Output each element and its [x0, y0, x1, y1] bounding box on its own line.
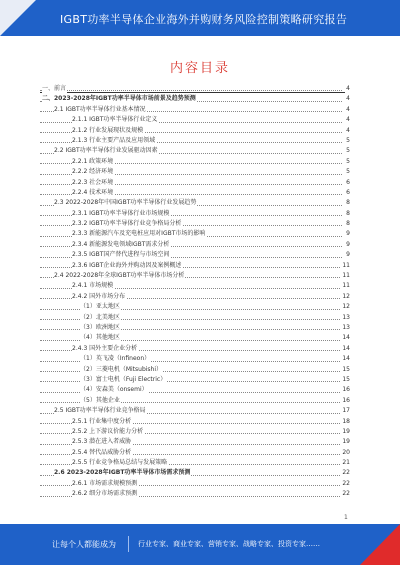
- toc-entry[interactable]: [40, 281, 350, 291]
- toc-entry-page: 5: [345, 146, 350, 156]
- toc-entry-page: 13: [341, 323, 350, 333]
- toc-entry[interactable]: [40, 240, 350, 250]
- footer-banner: [0, 524, 400, 565]
- toc-entry-text: （2）北美地区: [80, 313, 121, 323]
- toc-entry-text: 2.2.3 社会环境: [72, 178, 114, 188]
- toc-entry-text: （3）富士电机（Fuji Electric）: [80, 375, 167, 385]
- toc-entry-text: （1）亚太地区: [80, 302, 121, 312]
- toc-entry-page: 5: [345, 136, 350, 146]
- toc-entry-text: 2.3 2022-2028年中国IGBT功率半导体行业发展趋势: [54, 198, 197, 208]
- toc-entry-text: 2.1 IGBT功率半导体行业基本情况: [54, 105, 147, 115]
- toc-entry-text: 2.3.6 IGBT企业海外并购动因及案例概述: [72, 261, 182, 271]
- toc-entry-page: 19: [341, 437, 350, 447]
- toc-entry-page: 8: [345, 219, 350, 229]
- toc-entry-page: 11: [341, 271, 350, 281]
- toc-entry-text: （4）安森美（onsemi）: [80, 385, 149, 395]
- toc-entry-text: 2.5.2 上下游议价能力分析: [72, 427, 144, 437]
- toc-entry-page: 22: [341, 468, 350, 478]
- footer-tagline: 行业专家、商业专家、营销专家、战略专家、投资专家……: [138, 540, 320, 548]
- toc-entry[interactable]: [40, 417, 350, 427]
- footer-divider: [128, 536, 129, 552]
- toc-entry[interactable]: [40, 292, 350, 302]
- toc-entry-page: 17: [341, 406, 350, 416]
- toc-entry[interactable]: [40, 313, 350, 323]
- toc-entry[interactable]: [40, 396, 350, 406]
- toc-entry-page: 11: [341, 261, 350, 271]
- toc-entry-text: （3）欧洲地区: [80, 323, 121, 333]
- toc-entry-page: 15: [341, 365, 350, 375]
- toc-entry-text: 2.1.3 行业主要产品及应用领域: [72, 136, 156, 146]
- toc-entry-page: 4: [345, 84, 350, 94]
- footer-red-accent: [360, 524, 400, 565]
- toc-entry-page: 14: [341, 344, 350, 354]
- toc-entry-page: 6: [345, 188, 350, 198]
- toc-entry[interactable]: [40, 146, 350, 156]
- toc-entry-text: 2.5.5 行业竞争格局总结与发展策略: [72, 458, 168, 468]
- toc-entry-text: 2.3.5 IGBT国产替代进程与市场空间: [72, 250, 170, 260]
- toc-entry-page: 5: [345, 157, 350, 167]
- toc-entry-page: 19: [341, 427, 350, 437]
- toc-entry-text: 2.6.1 市场需求规模预测: [72, 479, 138, 489]
- toc-entry-page: 15: [341, 375, 350, 385]
- toc-entry[interactable]: [40, 448, 350, 458]
- page-number: 1: [344, 514, 348, 521]
- toc-entry[interactable]: [40, 250, 350, 260]
- toc-entry[interactable]: [40, 115, 350, 125]
- toc-entry-text: 2.5.3 潜在进入者威胁: [72, 437, 132, 447]
- toc-entry-text: 2.3.3 新能源汽车及充电桩应用对IGBT市场的影响: [72, 229, 206, 239]
- toc-leader-dots: [40, 90, 342, 91]
- toc-entry-page: 8: [345, 209, 350, 219]
- toc-entry[interactable]: [40, 437, 350, 447]
- toc-entry[interactable]: [40, 219, 350, 229]
- toc-entry-page: 4: [345, 105, 350, 115]
- toc-entry-page: 5: [345, 167, 350, 177]
- toc-entry[interactable]: [40, 167, 350, 177]
- toc-entry[interactable]: [40, 157, 350, 167]
- toc-entry-page: 11: [341, 281, 350, 291]
- table-of-contents: [40, 84, 350, 500]
- toc-entry-page: 22: [341, 489, 350, 499]
- toc-entry[interactable]: [40, 302, 350, 312]
- report-header-banner: [0, 0, 400, 36]
- toc-entry-text: 2.5.4 替代品威胁分析: [72, 448, 132, 458]
- toc-entry-text: 2.1.2 行业发展现状及规模: [72, 126, 144, 136]
- toc-entry-text: 2.2 IGBT功率半导体行业发展驱动因素: [54, 146, 159, 156]
- toc-entry[interactable]: [40, 365, 350, 375]
- toc-entry-text: （5）其他企业: [80, 396, 121, 406]
- toc-entry-page: 12: [341, 292, 350, 302]
- toc-entry[interactable]: [40, 198, 350, 208]
- toc-entry-text: 2.6.2 细分市场需求预测: [72, 489, 138, 499]
- toc-entry-text: 2.4.2 国外市场分布: [72, 292, 126, 302]
- toc-entry-page: 22: [341, 479, 350, 489]
- toc-entry-text: 2.4 2022-2028年全球IGBT功率半导体市场分析: [54, 271, 185, 281]
- toc-heading: 内容目录: [169, 61, 230, 76]
- toc-entry[interactable]: [40, 261, 350, 271]
- toc-entry[interactable]: [40, 344, 350, 354]
- toc-entry-page: 4: [345, 94, 350, 104]
- toc-entry-text: （1）英飞凌（Infineon）: [80, 354, 151, 364]
- toc-entry[interactable]: [40, 427, 350, 437]
- toc-entry-text: 2.5 IGBT功率半导体行业竞争格局: [54, 406, 147, 416]
- toc-entry[interactable]: [40, 188, 350, 198]
- toc-entry[interactable]: [40, 178, 350, 188]
- toc-entry-text: 二、2023-2028年IGBT功率半导体市场前景及趋势预测: [42, 94, 197, 104]
- toc-entry[interactable]: [40, 406, 350, 416]
- toc-entry-page: 16: [341, 396, 350, 406]
- report-title: IGBT功率半导体企业海外并购财务风险控制策略研究报告: [60, 13, 348, 26]
- toc-entry-text: 2.6 2023-2028年IGBT功率半导体市场需求预测: [54, 468, 191, 478]
- toc-entry-page: 9: [345, 250, 350, 260]
- toc-entry-text: 2.2.1 政策环境: [72, 157, 114, 167]
- toc-entry-text: 2.3.2 IGBT功率半导体行业竞争格局分析: [72, 219, 182, 229]
- toc-entry-page: 9: [345, 240, 350, 250]
- toc-entry-page: 12: [341, 302, 350, 312]
- toc-entry-page: 14: [341, 354, 350, 364]
- toc-entry[interactable]: [40, 84, 350, 94]
- toc-entry-text: 2.5.1 行业集中度分析: [72, 417, 132, 427]
- toc-entry[interactable]: [40, 94, 350, 104]
- toc-entry[interactable]: [40, 333, 350, 343]
- toc-entry[interactable]: [40, 229, 350, 239]
- toc-entry[interactable]: [40, 354, 350, 364]
- toc-entry-page: 16: [341, 385, 350, 395]
- toc-entry[interactable]: [40, 489, 350, 499]
- toc-entry-text: 2.3.4 新能源发电领域IGBT需求分析: [72, 240, 170, 250]
- toc-entry-page: 8: [345, 198, 350, 208]
- toc-entry-text: 2.1.1 IGBT功率半导体行业定义: [72, 115, 158, 125]
- toc-entry-page: 14: [341, 333, 350, 343]
- toc-entry-page: 18: [341, 417, 350, 427]
- toc-entry[interactable]: [40, 479, 350, 489]
- toc-entry-page: 20: [341, 448, 350, 458]
- toc-entry-text: 2.3.1 IGBT功率半导体行业市场规模: [72, 209, 170, 219]
- toc-entry-text: （2）三菱电机（Mitsubishi）: [80, 365, 163, 375]
- toc-entry-page: 4: [345, 115, 350, 125]
- toc-entry[interactable]: [40, 126, 350, 136]
- toc-entry[interactable]: [40, 458, 350, 468]
- header-corner-fold: [0, 0, 36, 36]
- toc-entry[interactable]: [40, 385, 350, 395]
- toc-entry-page: 13: [341, 313, 350, 323]
- toc-entry-text: 2.4.3 国外主要企业分析: [72, 344, 138, 354]
- toc-entry-page: 4: [345, 126, 350, 136]
- toc-entry-text: 一、前言: [42, 84, 67, 94]
- toc-entry[interactable]: [40, 323, 350, 333]
- toc-entry-text: 2.4.1 市场规模: [72, 281, 114, 291]
- toc-entry[interactable]: [40, 375, 350, 385]
- toc-entry[interactable]: [40, 105, 350, 115]
- toc-entry[interactable]: [40, 136, 350, 146]
- toc-entry-page: 21: [341, 458, 350, 468]
- footer-slogan: 让每个人都能成为: [52, 540, 116, 549]
- toc-entry-page: 6: [345, 178, 350, 188]
- toc-entry[interactable]: [40, 209, 350, 219]
- toc-entry-page: 9: [345, 229, 350, 239]
- toc-entry-text: 2.2.2 经济环境: [72, 167, 114, 177]
- toc-entry[interactable]: [40, 468, 350, 478]
- toc-entry-text: （4）其他地区: [80, 333, 121, 343]
- toc-entry[interactable]: [40, 271, 350, 281]
- toc-entry-text: 2.2.4 技术环境: [72, 188, 114, 198]
